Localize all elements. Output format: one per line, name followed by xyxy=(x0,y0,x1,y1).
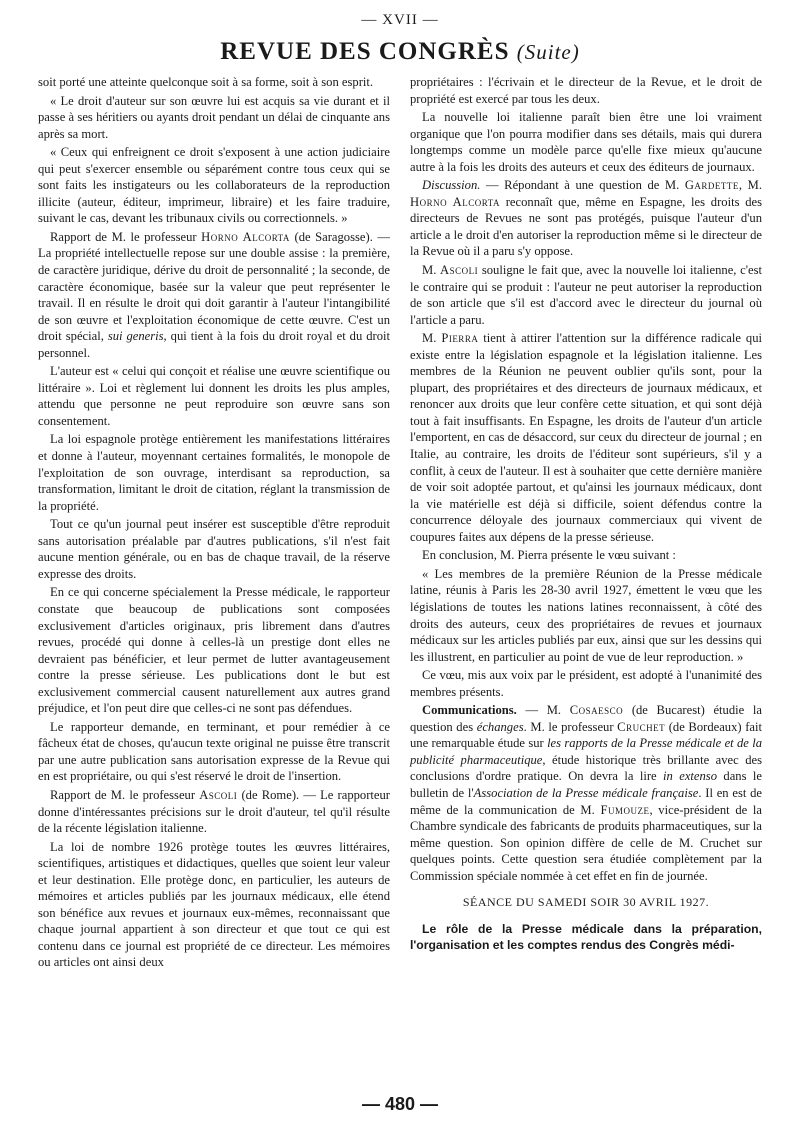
paragraph: Tout ce qu'un journal peut insérer est susceptible d'être reproduit sans autorisation préalable par d'autres publications, s'il n'est fait aucune mention générale, ou en bas de chaque travail, de la réserve expresse des droits. xyxy=(38,517,390,581)
right-column xyxy=(410,74,762,956)
author-name: Gardette xyxy=(684,178,739,193)
paragraph: Ce vœu, mis aux voix par le président, est adopté à l'unanimité des membres présents. xyxy=(410,668,762,699)
text-run: — Répondant à une question de M. xyxy=(480,178,685,193)
text-run: M. xyxy=(422,263,441,278)
session-heading: SÉANCE DU SAMEDI SOIR 30 AVRIL 1927. xyxy=(462,895,710,910)
paragraph xyxy=(410,177,762,260)
author-name: Fumouze xyxy=(600,802,650,817)
section-label: Communications. xyxy=(422,703,517,718)
paragraph xyxy=(38,229,390,361)
paragraph: propriétaires : l'écrivain et le directeur de la Revue, et le droit de propriété est exercé par tous les deux. xyxy=(410,75,762,106)
text-run: Rapport de M. le professeur xyxy=(50,787,200,802)
text-run: M. xyxy=(422,331,442,346)
text-run: (de Rome). — Le rapporteur donne d'intéressantes précisions sur le droit d'auteur, tel qu'il résulte de la récente législation italienne. xyxy=(38,787,390,836)
text-run: reconnaît que, même en Espagne, les droits des directeurs de Revues ne sont pas protégés, puisque l'auteur d'un article a le droit d'en autoriser la reproduction même si le directeur de la Revue où il a paru s'y oppose. xyxy=(410,194,762,259)
section-heading: Le rôle de la Presse médicale dans la préparation, l'organisation et les comptes rendus des Congrès médi- xyxy=(410,921,762,953)
title-suffix: (Suite) xyxy=(516,40,580,64)
author-name: Horno Alcorta xyxy=(410,194,500,209)
paragraph: La loi espagnole protège entièrement les manifestations littéraires et donne à l'auteur, moyennant certaines formalités, le monopole de l'exploitation de son ouvrage, interdisant sa reproduction, sa transformation, limitant le droit de citation, réglant la transmission de la propriété. xyxy=(38,432,390,513)
section-label: Discussion. xyxy=(422,178,481,193)
author-name: Ascoli xyxy=(440,263,479,278)
text-run: . Il en est de même de la communication de M. xyxy=(410,785,762,817)
association-name: Association de la Presse médicale française xyxy=(473,785,699,800)
text-run: tient à attirer l'attention sur la différence radicale qui existe entre la législation espagnole et la législation italienne. Les membres de la Réunion ne peuvent oublier qu'ils sont, pour la plupart, des propriétaires et des directeurs de journaux médicaux, et renoncer aux droits que leur confère cette situation, et qui sont déjà tout à fait insuffisants. En Espagne, les droits de l'auteur d'un article l'emportent, en cas de désaccord, sur ceux du directeur de journal ; en Italie, au contraire, les droits de l'éditeur sont supérieurs, s'il y a conflit, à ceux de l'auteur. Il est à souhaiter que cette dernière manière de voir soit adoptée partout, et qu'ainsi les journaux médicaux, dont la vie matérielle est déjà si difficile, soient défendus contre la concurrence déloyale des journaux commerciaux qui vivent de coupures faites aux dépens de la presse sérieuse. xyxy=(410,331,763,544)
paragraph: En conclusion, M. Pierra présente le vœu suivant : xyxy=(422,548,676,563)
paragraph: « Ceux qui enfreignent ce droit s'exposent à une action judiciaire qui peut s'exercer ensemble ou séparément contre tous ceux qui se sont faits les instigateurs ou les collaborateurs de la reproduction illicite (auteur, éditeur, imprimeur, libraire) et les faire traduire, suivant le cas, devant les tribunaux civils ou correctionnels. » xyxy=(38,145,390,226)
paragraph: En ce qui concerne spécialement la Presse médicale, le rapporteur constate que beaucoup de publications sont composées exclusivement d'articles originaux, pris librement dans d'autres revues, procédé qui donne à celles-là un prestige dont elles ne devraient pas bénéficier, et leur permet de lutter avantageusement contre la presse sérieuse. Les publications dont le but est exclusivement commercial causent naturellement aux autres grand préjudice, et l'on peut dire que celles-ci ne sont pas défendues. xyxy=(38,585,390,716)
paragraph: soit porté une atteinte quelconque soit à sa forme, soit à son esprit. xyxy=(38,75,374,89)
text-run: souligne le fait que, avec la nouvelle loi italienne, c'est le contraire qui se produit : l'auteur ne peut autoriser la reproduction de son article que s'il est d'accord avec le directeur du journal où l'article a paru. xyxy=(410,263,762,327)
text-run: , étude historique très brillante avec des conclusions d'ordre pratique. On devra la lire xyxy=(410,752,762,784)
paragraph: La nouvelle loi italienne paraît bien être une loi vraiment organique que l'on pourra modifier dans ses détails, mais qui durera longtemps comme un modèle parce qu'elle fixe mieux qu'aucune autre à la fois les droits des auteurs et ceux des éditeurs de journaux. xyxy=(410,110,762,174)
paragraph xyxy=(38,787,390,837)
text-run: — M. xyxy=(516,703,570,718)
paragraph: L'auteur est « celui qui conçoit et réalise une œuvre scientifique ou littéraire ». Loi et règlement lui donnent les droits les plus amples, attendu que personne ne peut reproduire son œuvre sans son consentement. xyxy=(38,364,390,428)
author-name: Cosaesco xyxy=(569,703,624,718)
paragraph xyxy=(410,702,762,884)
paragraph xyxy=(410,330,762,545)
author-name: Pierra xyxy=(441,331,479,346)
page-number: — 480 — xyxy=(361,1094,439,1114)
author-name: Ascoli xyxy=(199,787,238,802)
work-title: les rapports de la Presse médicale et de la publicité pharmaceutique xyxy=(410,736,762,767)
paragraph: La loi de nombre 1926 protège toutes les œuvres littéraires, scientifiques, artistiques et didactiques, quelles que soient leur valeur et leur destination. Elle protège donc, en particulier, les auteurs de mémoires et articles publiés par les journaux médicaux, elle étend son bénéfice aux revues et journaux eux-mêmes, reconnaissant que chaque journal appartient à son directeur et que tout ce qui est contenu dans ce journal est propriété de ce directeur. Les mémoires ou articles ont ainsi deux xyxy=(38,839,390,970)
text-run: , M. xyxy=(738,178,762,193)
text-run: Rapport de M. le professeur xyxy=(50,229,202,244)
paragraph: Le rapporteur demande, en terminant, et pour remédier à ce fâcheux état de choses, qu'aucun texte original ne puisse être transcrit par une autre publication sans autorisation expresse de la Revue qui en est propriétaire, ou qui s'est réservé le droit de l'insertion. xyxy=(38,719,390,784)
author-name: Horno Alcorta xyxy=(201,229,290,244)
emphasis: échanges xyxy=(476,719,524,734)
text-run: , vice-président de la Chambre syndicale des fabricants de produits pharmaceutiques, sur la même question. Son opinion diffère de celle de M. Cruchet sur quelques points. Cette question sera étudiée complètement par la Commission spéciale nommée à cet effet en fin de journée. xyxy=(410,802,762,883)
latin-term: in extenso xyxy=(663,769,718,784)
paragraph: « Les membres de la première Réunion de la Presse médicale latine, réunis à Paris les 28-30 avril 1927, émettent le vœu que les législations de toutes les nations latines reconnaissent, à côté des droits des auteurs, ceux des propriétaires de revues et journaux médicaux sur les articles publiés par eux, ainsi que sur les dessins qui les illustrent, en particulier au point de vue de leur reproduction. » xyxy=(410,566,762,664)
page-title xyxy=(0,38,800,66)
latin-term: sui generis xyxy=(107,329,164,344)
text-run: (de Saragosse). — La propriété intellectuelle repose sur une double assise : la première, de caractère juridique, dérive du droit de personnalité ; la seconde, de caractère économique, basée sur la valeur que peut représenter le travail. Il en résulte le droit qui doit garantir à l'auteur l'intangibilité de son œuvre et l'exploitation économique de cette œuvre. C'est un droit spécial, xyxy=(38,229,390,344)
title-text: REVUE DES CONGRÈS xyxy=(220,38,510,65)
text-run: dans le bulletin de l' xyxy=(410,769,762,800)
left-column xyxy=(38,74,390,973)
roman-page-number: — XVII — xyxy=(361,12,439,28)
author-name: Cruchet xyxy=(617,719,666,734)
text-run: (de Bucarest) étudie la question des xyxy=(410,703,762,734)
paragraph: « Le droit d'auteur sur son œuvre lui est acquis sa vie durant et il passe à ses héritiers ou ayants droit pendant un délai de cinquante ans après sa mort. xyxy=(38,93,390,141)
text-run: , qui tient à la fois du droit royal et du droit personnel. xyxy=(38,329,390,360)
paragraph xyxy=(410,262,762,328)
text-run: . M. le professeur xyxy=(523,719,618,734)
text-run: (de Bordeaux) fait une remarquable étude sur xyxy=(410,719,762,751)
